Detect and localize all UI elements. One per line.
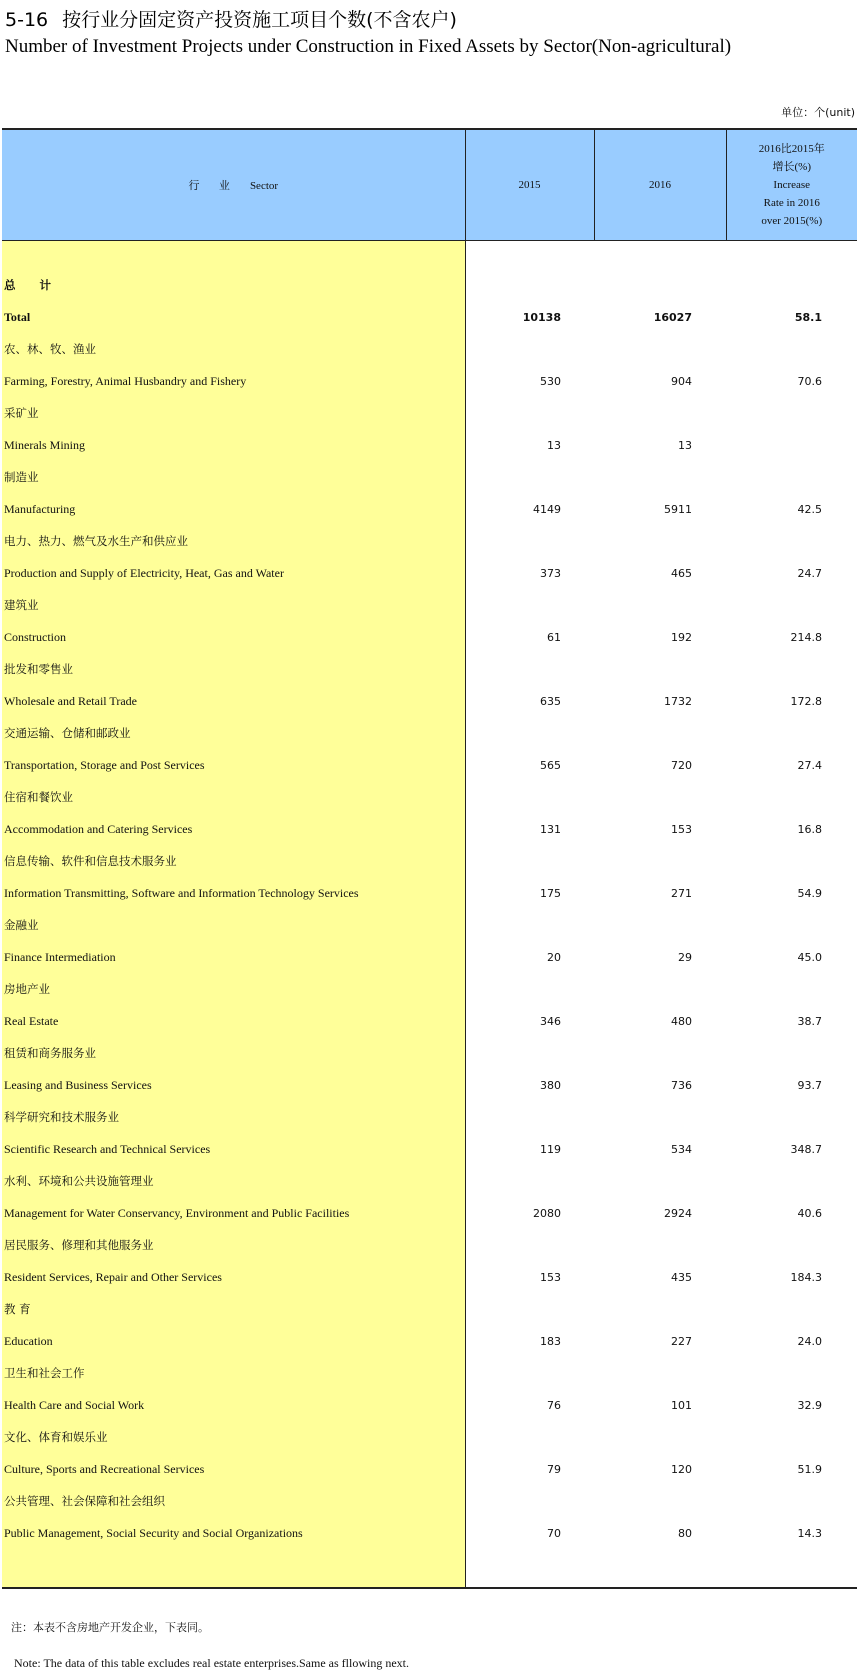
rate-header-line: Rate in 2016 <box>763 197 820 209</box>
table-row <box>2 1005 857 1037</box>
sector-cn-row <box>2 845 857 877</box>
value-rate <box>726 429 857 461</box>
value-2016: 720 <box>671 758 692 772</box>
sector-name-en: Transportation, Storage and Post Services <box>2 749 465 781</box>
header-sector-en: Sector <box>249 180 279 192</box>
sector-cn-row <box>2 333 857 365</box>
table-row <box>2 685 857 717</box>
value-2015: 13 <box>547 438 561 452</box>
empty-cell <box>465 1101 594 1133</box>
value-2015: 131 <box>540 822 561 836</box>
empty-cell <box>726 845 857 877</box>
sector-cn-row <box>2 1485 857 1517</box>
value-rate: 38.7 <box>797 1014 822 1028</box>
value-2015: 10138 <box>522 310 561 324</box>
empty-cell <box>726 1101 857 1133</box>
value-rate: 16.8 <box>797 822 822 836</box>
empty-cell <box>726 397 857 429</box>
value-rate: 214.8 <box>790 630 822 644</box>
header-sector <box>2 129 465 241</box>
empty-cell <box>594 1357 726 1389</box>
value-2016: 153 <box>671 822 692 836</box>
value-rate: 27.4 <box>797 758 822 772</box>
empty-cell <box>594 781 726 813</box>
sector-cn-row <box>2 1037 857 1069</box>
value-2015: 2080 <box>533 1206 561 1220</box>
table-row <box>2 1069 857 1101</box>
value-rate: 51.9 <box>797 1462 822 1476</box>
empty-cell <box>726 973 857 1005</box>
empty-cell <box>726 909 857 941</box>
value-2016: 435 <box>671 1270 692 1284</box>
value-2016: 192 <box>671 630 692 644</box>
header-sector-cn: 行 业 <box>188 179 238 192</box>
table-end-row <box>2 1549 857 1588</box>
sector-name-cn: 总 计 <box>2 269 465 301</box>
sector-cn-row <box>2 717 857 749</box>
rate-header-line: over 2015(%) <box>761 215 823 227</box>
empty-cell <box>726 1165 857 1197</box>
table-row <box>2 1389 857 1421</box>
table-row <box>2 1453 857 1485</box>
table-row <box>2 365 857 397</box>
value-2015: 530 <box>540 374 561 388</box>
table-row <box>2 941 857 973</box>
value-2015: 153 <box>540 1270 561 1284</box>
header-rate <box>726 129 857 241</box>
empty-cell <box>594 1165 726 1197</box>
empty-cell <box>465 525 594 557</box>
sector-cn-row <box>2 269 857 301</box>
sector-name-en: Construction <box>2 621 465 653</box>
empty-cell <box>726 717 857 749</box>
value-2015: 20 <box>547 950 561 964</box>
sector-cn-row <box>2 589 857 621</box>
sector-name-cn: 电力、热力、燃气及水生产和供应业 <box>2 525 465 557</box>
value-2015: 76 <box>547 1398 561 1412</box>
sector-cn-row <box>2 973 857 1005</box>
value-2015: 119 <box>540 1142 561 1156</box>
value-2016: 120 <box>671 1462 692 1476</box>
sector-name-en: Accommodation and Catering Services <box>2 813 465 845</box>
value-rate: 54.9 <box>797 886 822 900</box>
sector-name-cn: 水利、环境和公共设施管理业 <box>2 1165 465 1197</box>
table-row <box>2 1517 857 1549</box>
empty-cell <box>726 1421 857 1453</box>
sector-cn-row <box>2 525 857 557</box>
sector-name-en: Finance Intermediation <box>2 941 465 973</box>
empty-cell <box>726 1357 857 1389</box>
empty-cell <box>726 1229 857 1261</box>
value-2016: 271 <box>671 886 692 900</box>
empty-cell <box>726 781 857 813</box>
rate-header-line: 增长(%) <box>772 161 811 173</box>
empty-cell <box>726 525 857 557</box>
sector-name-cn: 教 育 <box>2 1293 465 1325</box>
header-2015: 2015 <box>465 129 594 241</box>
page-title-cn <box>5 5 457 32</box>
empty-cell <box>726 333 857 365</box>
value-2015: 79 <box>547 1462 561 1476</box>
empty-cell <box>594 909 726 941</box>
sector-name-en: Health Care and Social Work <box>2 1389 465 1421</box>
value-rate: 24.7 <box>797 566 822 580</box>
empty-cell <box>465 909 594 941</box>
total-row <box>2 301 857 333</box>
value-rate: 172.8 <box>790 694 822 708</box>
sector-name-cn: 租赁和商务服务业 <box>2 1037 465 1069</box>
sector-name-en: Manufacturing <box>2 493 465 525</box>
sector-name-cn: 金融业 <box>2 909 465 941</box>
empty-cell <box>726 1293 857 1325</box>
sector-name-cn: 卫生和社会工作 <box>2 1357 465 1389</box>
sector-name-en: Culture, Sports and Recreational Services <box>2 1453 465 1485</box>
value-rate: 40.6 <box>797 1206 822 1220</box>
sector-cn-row <box>2 909 857 941</box>
empty-cell <box>594 333 726 365</box>
sector-name-en: Leasing and Business Services <box>2 1069 465 1101</box>
empty-cell <box>726 1037 857 1069</box>
empty-cell <box>594 653 726 685</box>
empty-cell <box>726 1485 857 1517</box>
sector-name-en: Education <box>2 1325 465 1357</box>
sector-name-cn: 房地产业 <box>2 973 465 1005</box>
empty-cell <box>594 1229 726 1261</box>
sector-cn-row <box>2 397 857 429</box>
value-2016: 101 <box>671 1398 692 1412</box>
rate-header-line: 2016比2015年 <box>758 143 825 155</box>
empty-cell <box>465 845 594 877</box>
table-header <box>2 129 857 241</box>
value-2016: 227 <box>671 1334 692 1348</box>
value-2016: 904 <box>671 374 692 388</box>
value-2015: 4149 <box>533 502 561 516</box>
value-rate: 24.0 <box>797 1334 822 1348</box>
value-2015: 346 <box>540 1014 561 1028</box>
title-cn-text: 按行业分固定资产投资施工项目个数(不含农户) <box>62 9 457 31</box>
table-row <box>2 813 857 845</box>
sector-cn-row <box>2 653 857 685</box>
empty-cell <box>465 1037 594 1069</box>
value-2016: 16027 <box>653 310 692 324</box>
value-rate: 42.5 <box>797 502 822 516</box>
empty-cell <box>594 525 726 557</box>
sector-name-en: Production and Supply of Electricity, Heat, Gas and Water <box>2 557 465 589</box>
empty-cell <box>465 461 594 493</box>
value-2015: 635 <box>540 694 561 708</box>
sector-cell <box>2 1549 465 1588</box>
empty-cell <box>726 589 857 621</box>
empty-cell <box>465 333 594 365</box>
empty-cell <box>465 717 594 749</box>
table-row <box>2 1261 857 1293</box>
empty-cell <box>465 397 594 429</box>
value-2015: 70 <box>547 1526 561 1540</box>
sector-name-en: Total <box>2 301 465 333</box>
empty-cell <box>726 269 857 301</box>
spacer-row <box>2 241 857 270</box>
sector-cell <box>2 241 465 270</box>
empty-cell <box>594 461 726 493</box>
empty-cell <box>594 269 726 301</box>
sector-cn-row <box>2 1421 857 1453</box>
empty-cell <box>465 653 594 685</box>
sector-name-cn: 制造业 <box>2 461 465 493</box>
value-2016: 1732 <box>664 694 692 708</box>
sector-name-en: Information Transmitting, Software and Information Technology Services <box>2 877 465 909</box>
sector-name-cn: 批发和零售业 <box>2 653 465 685</box>
sector-cn-row <box>2 461 857 493</box>
empty-cell <box>465 1165 594 1197</box>
table-row <box>2 1197 857 1229</box>
sector-cn-row <box>2 1293 857 1325</box>
footnote-en: Note: The data of this table excludes real estate enterprises.Same as fllowing next. <box>14 1656 409 1670</box>
value-2016: 5911 <box>664 502 692 516</box>
empty-cell <box>594 1293 726 1325</box>
empty-cell <box>594 845 726 877</box>
table-row <box>2 877 857 909</box>
sector-name-en: Real Estate <box>2 1005 465 1037</box>
table-row <box>2 429 857 461</box>
empty-cell <box>465 1485 594 1517</box>
value-rate: 32.9 <box>797 1398 822 1412</box>
sector-cn-row <box>2 1101 857 1133</box>
value-2016: 480 <box>671 1014 692 1028</box>
sector-name-en: Management for Water Conservancy, Environment and Public Facilities <box>2 1197 465 1229</box>
value-2016: 13 <box>678 438 692 452</box>
value-2015: 61 <box>547 630 561 644</box>
value-2015: 373 <box>540 566 561 580</box>
value-2016: 736 <box>671 1078 692 1092</box>
sector-cn-row <box>2 1165 857 1197</box>
page-title-en: Number of Investment Projects under Construction in Fixed Assets by Sector(Non-agricultural) <box>5 36 732 57</box>
empty-cell <box>594 973 726 1005</box>
empty-cell <box>465 973 594 1005</box>
header-2016: 2016 <box>594 129 726 241</box>
sector-name-en: Resident Services, Repair and Other Services <box>2 1261 465 1293</box>
value-2016: 29 <box>678 950 692 964</box>
value-2016: 465 <box>671 566 692 580</box>
empty-cell <box>594 1421 726 1453</box>
sector-name-cn: 交通运输、仓储和邮政业 <box>2 717 465 749</box>
value-2016: 80 <box>678 1526 692 1540</box>
value-rate: 58.1 <box>794 310 822 324</box>
footnote-cn: 注：本表不含房地产开发企业，下表同。 <box>11 1621 209 1634</box>
value-rate: 348.7 <box>790 1142 822 1156</box>
empty-cell <box>465 1357 594 1389</box>
sector-name-en: Minerals Mining <box>2 429 465 461</box>
table-row <box>2 557 857 589</box>
empty-cell <box>594 1037 726 1069</box>
sector-name-cn: 采矿业 <box>2 397 465 429</box>
empty-cell <box>465 1229 594 1261</box>
sector-name-cn: 居民服务、修理和其他服务业 <box>2 1229 465 1261</box>
empty-cell <box>465 781 594 813</box>
empty-cell <box>465 1421 594 1453</box>
empty-cell <box>594 1101 726 1133</box>
value-2016: 534 <box>671 1142 692 1156</box>
value-2015: 183 <box>540 1334 561 1348</box>
table-row <box>2 621 857 653</box>
sector-cn-row <box>2 1357 857 1389</box>
table-row <box>2 493 857 525</box>
value-rate: 70.6 <box>797 374 822 388</box>
empty-cell <box>465 269 594 301</box>
empty-cell <box>726 461 857 493</box>
sector-name-en: Wholesale and Retail Trade <box>2 685 465 717</box>
sector-name-cn: 住宿和餐饮业 <box>2 781 465 813</box>
table-row <box>2 749 857 781</box>
value-rate: 45.0 <box>797 950 822 964</box>
sector-name-en: Public Management, Social Security and Social Organizations <box>2 1517 465 1549</box>
empty-cell <box>594 589 726 621</box>
unit-label: 单位：个(unit) <box>781 106 855 119</box>
sector-name-en: Scientific Research and Technical Services <box>2 1133 465 1165</box>
sector-name-cn: 农、林、牧、渔业 <box>2 333 465 365</box>
empty-cell <box>594 1485 726 1517</box>
sector-cn-row <box>2 781 857 813</box>
value-rate: 93.7 <box>797 1078 822 1092</box>
empty-cell <box>594 397 726 429</box>
empty-cell <box>465 589 594 621</box>
sector-name-cn: 公共管理、社会保障和社会组织 <box>2 1485 465 1517</box>
sector-name-cn: 信息传输、软件和信息技术服务业 <box>2 845 465 877</box>
table-number: 5-16 <box>5 9 49 31</box>
value-2015: 565 <box>540 758 561 772</box>
value-2015: 175 <box>540 886 561 900</box>
value-2016: 2924 <box>664 1206 692 1220</box>
value-rate: 184.3 <box>790 1270 822 1284</box>
table-body <box>2 241 857 1589</box>
value-rate: 14.3 <box>797 1526 822 1540</box>
table-row <box>2 1133 857 1165</box>
data-table <box>2 128 857 1589</box>
rate-header-line: Increase <box>773 179 811 191</box>
sector-name-cn: 建筑业 <box>2 589 465 621</box>
empty-cell <box>594 717 726 749</box>
sector-name-cn: 文化、体育和娱乐业 <box>2 1421 465 1453</box>
empty-cell <box>726 653 857 685</box>
sector-cn-row <box>2 1229 857 1261</box>
sector-name-cn: 科学研究和技术服务业 <box>2 1101 465 1133</box>
value-2015: 380 <box>540 1078 561 1092</box>
sector-name-en: Farming, Forestry, Animal Husbandry and Fishery <box>2 365 465 397</box>
table-row <box>2 1325 857 1357</box>
empty-cell <box>465 1293 594 1325</box>
